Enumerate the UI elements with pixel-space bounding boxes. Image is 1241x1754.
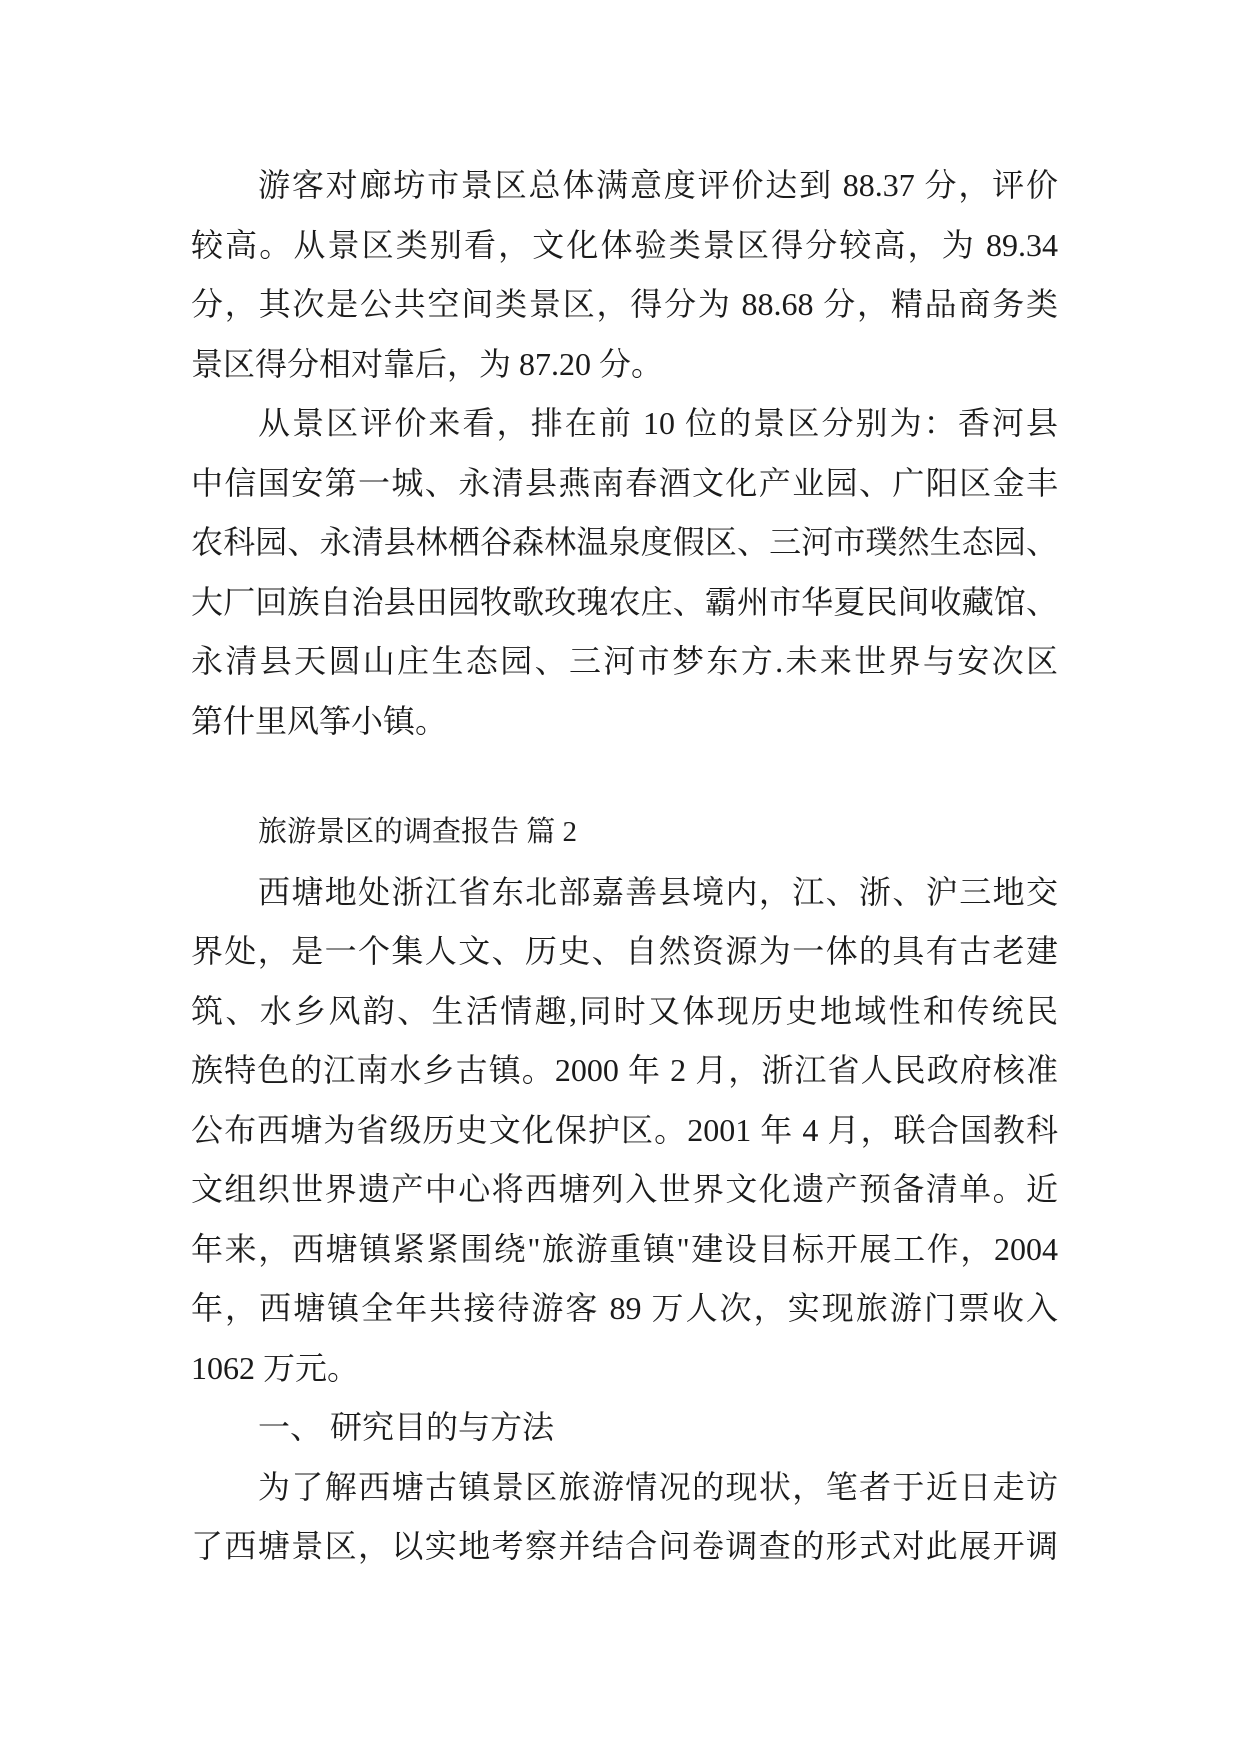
text-line: 西塘地处浙江省东北部嘉善县境内，江、浙、沪三地交 bbox=[258, 873, 1058, 910]
text-line: 中信国安第一城、永清县燕南春酒文化产业园、广阳区金丰 bbox=[191, 464, 1058, 501]
text-line: 族特色的江南水乡古镇。2000 年 2 月，浙江省人民政府核准 bbox=[191, 1052, 1058, 1088]
section-heading bbox=[191, 803, 1058, 863]
paragraph-xitang-intro bbox=[191, 863, 1058, 1399]
subsection-heading bbox=[191, 1398, 1058, 1458]
text-line: 大厂回族自治县田园牧歌玫瑰农庄、霸州市华夏民间收藏馆、 bbox=[191, 583, 1058, 620]
text-line: 公布西塘为省级历史文化保护区。2001 年 4 月，联合国教科 bbox=[191, 1111, 1058, 1148]
text-line: 永清县天圆山庄生态园、三河市梦东方.未来世界与安次区 bbox=[191, 643, 1058, 679]
section-title: 旅游景区的调查报告 篇 2 bbox=[258, 816, 578, 848]
text-line: 从景区评价来看，排在前 10 位的景区分别为：香河县 bbox=[258, 405, 1058, 441]
text-line: 1062 万元。 bbox=[191, 1349, 360, 1386]
text-line: 游客对廊坊市景区总体满意度评价达到 88.37 分，评价 bbox=[258, 167, 1058, 203]
subsection-title: 一、 研究目的与方法 bbox=[258, 1409, 555, 1445]
text-line: 筑、水乡风韵、生活情趣,同时又体现历史地域性和传统民 bbox=[191, 992, 1058, 1029]
paragraph-research-method bbox=[191, 1458, 1058, 1577]
text-line: 分，其次是公共空间类景区，得分为 88.68 分，精品商务类 bbox=[191, 286, 1058, 322]
text-line: 界处，是一个集人文、历史、自然资源为一体的具有古老建 bbox=[191, 933, 1058, 969]
text-line: 年来，西塘镇紧紧围绕"旅游重镇"建设目标开展工作，2004 bbox=[191, 1230, 1058, 1267]
text-line: 景区得分相对靠后，为 87.20 分。 bbox=[191, 345, 664, 382]
text-line: 较高。从景区类别看，文化体验类景区得分较高，为 89.34 bbox=[191, 226, 1058, 263]
text-line: 了西塘景区，以实地考察并结合问卷调查的形式对此展开调 bbox=[191, 1528, 1058, 1564]
paragraph-top-ten-scenic-areas bbox=[191, 394, 1058, 751]
paragraph-satisfaction-score bbox=[191, 156, 1058, 394]
text-line: 农科园、永清县林栖谷森林温泉度假区、三河市璞然生态园、 bbox=[191, 524, 1058, 560]
text-line: 年，西塘镇全年共接待游客 89 万人次，实现旅游门票收入 bbox=[191, 1290, 1058, 1326]
text-line: 第什里风筝小镇。 bbox=[191, 702, 448, 739]
document-body bbox=[191, 156, 1058, 1577]
text-line: 为了解西塘古镇景区旅游情况的现状，笔者于近日走访 bbox=[258, 1468, 1058, 1505]
text-line: 文组织世界遗产中心将西塘列入世界文化遗产预备清单。近 bbox=[191, 1171, 1058, 1207]
